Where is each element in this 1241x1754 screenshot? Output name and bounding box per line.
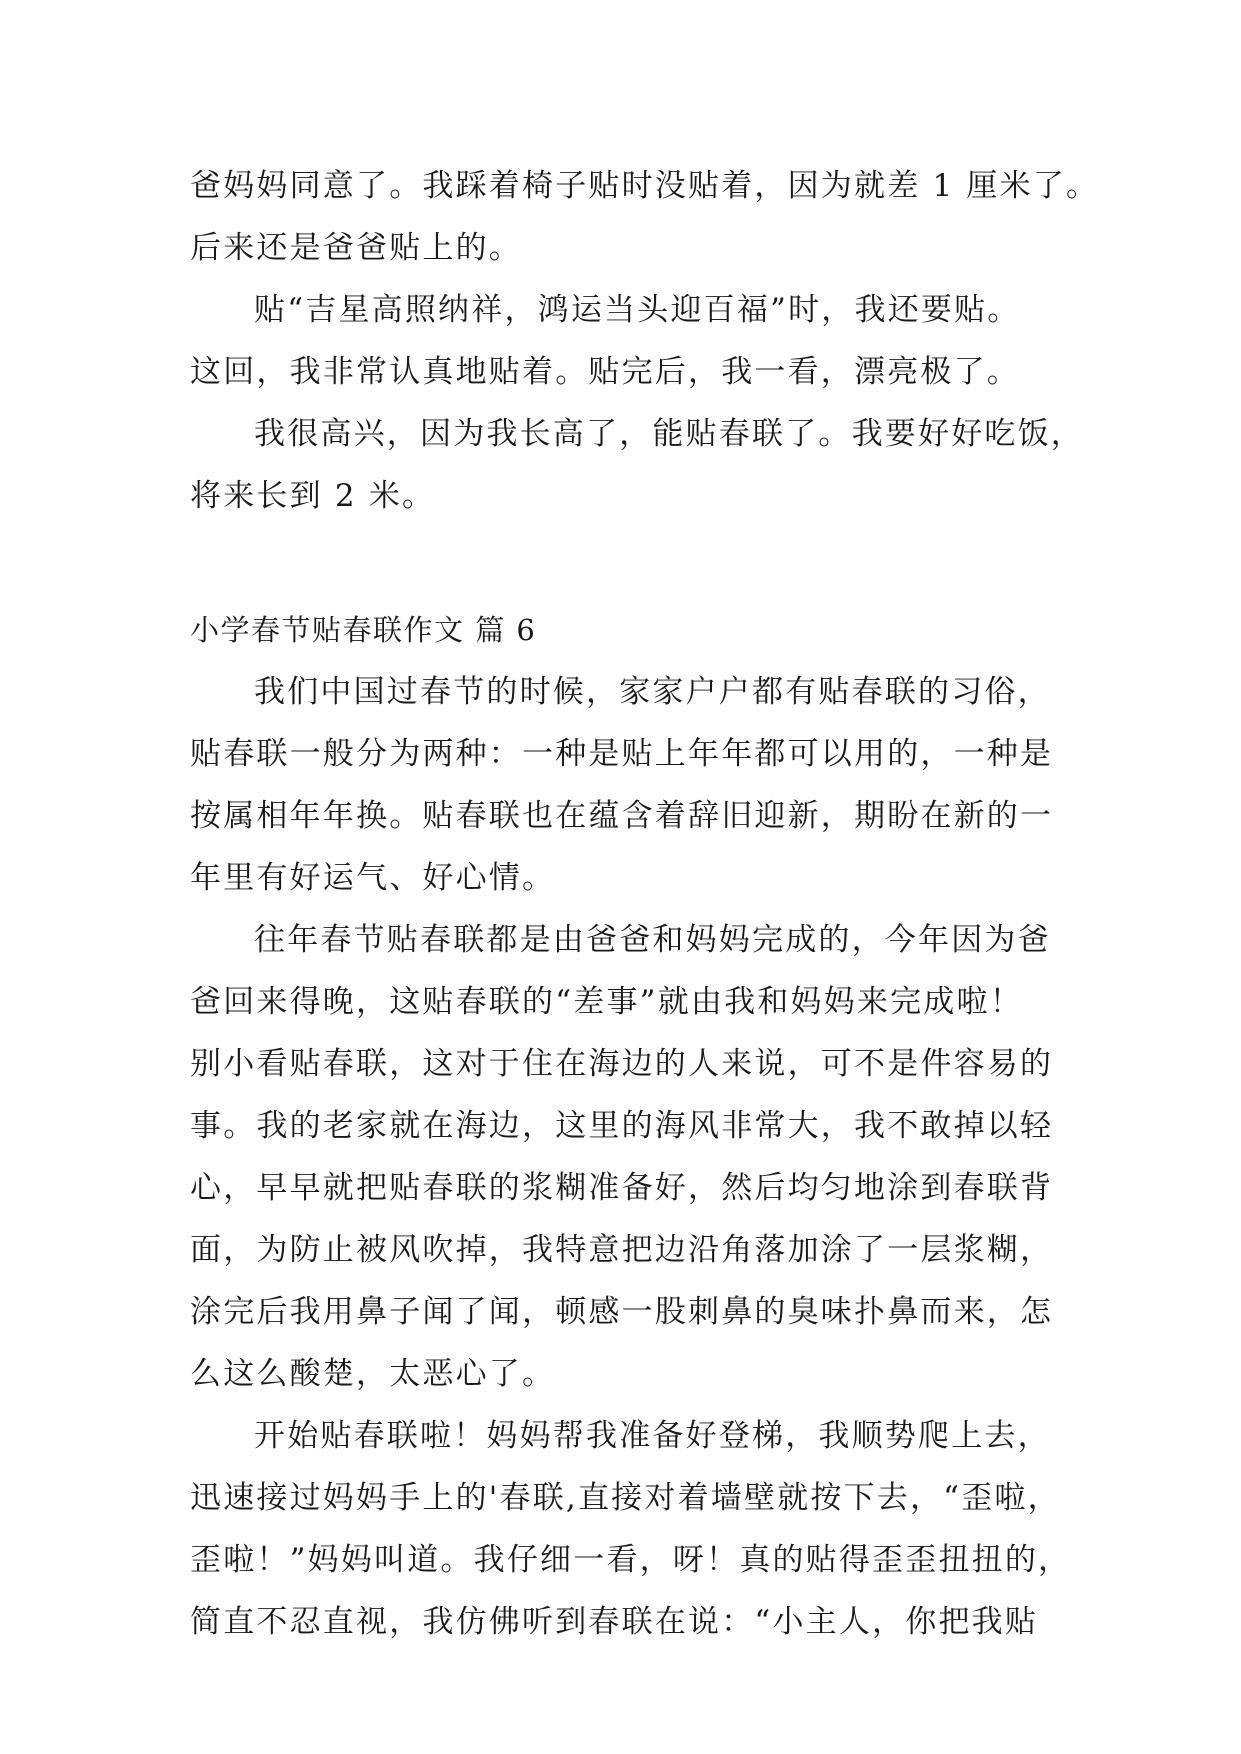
text-line: 贴“吉星高照纳祥，鸿运当头迎百福”时，我还要贴。 <box>254 292 1021 328</box>
text-line: 这回，我非常认真地贴着。贴完后，我一看，漂亮极了。 <box>190 354 1020 390</box>
text-line: 爸妈妈同意了。我踩着椅子贴时没贴着，因为就差 1 厘米了。 <box>190 168 1100 204</box>
text-line: 贴春联一般分为两种：一种是贴上年年都可以用的，一种是 <box>190 736 1054 772</box>
text-line: 别小看贴春联，这对于住在海边的人来说，可不是件容易的 <box>190 1046 1054 1082</box>
paragraph <box>190 279 1070 403</box>
section-title: 小学春节贴春联作文 篇 6 <box>190 613 537 647</box>
text-line: 后来还是爸爸贴上的。 <box>190 230 522 266</box>
text-line: 爸回来得晚，这贴春联的“差事”就由我和妈妈来完成啦！ <box>190 984 1023 1020</box>
text-line: 年里有好运气、好心情。 <box>190 860 556 896</box>
text-line: 歪啦！”妈妈叫道。我仔细一看，呀！真的贴得歪歪扭扭的， <box>190 1542 1072 1578</box>
text-line: 事。我的老家就在海边，这里的海风非常大，我不敢掉以轻 <box>190 1108 1054 1144</box>
text-line: 开始贴春联啦！妈妈帮我准备好登梯，我顺势爬上去， <box>254 1418 1051 1454</box>
text-line: 迅速接过妈妈手上的'春联,直接对着墙壁就按下去，“歪啦， <box>190 1480 1061 1516</box>
paragraph-continued <box>190 155 1100 279</box>
paragraph <box>190 403 1084 527</box>
blank-line <box>190 527 1070 589</box>
text-line: 面，为防止被风吹掉，我特意把边沿角落加涂了一层浆糊， <box>190 1232 1054 1268</box>
paragraph <box>190 661 1070 909</box>
text-line: 简直不忍直视，我仿佛听到春联在说：“小主人，你把我贴 <box>190 1604 1039 1640</box>
text-line: 我们中国过春节的时候，家家户户都有贴春联的习俗， <box>254 674 1051 710</box>
text-line: 按属相年年换。贴春联也在蕴含着辞旧迎新，期盼在新的一 <box>190 798 1054 834</box>
text-line: 心，早早就把贴春联的浆糊准备好，然后均匀地涂到春联背 <box>190 1170 1054 1206</box>
paragraph <box>190 1405 1070 1653</box>
text-line: 将来长到 2 米。 <box>190 478 436 514</box>
paragraph <box>190 909 1070 1405</box>
text-line: 我很高兴，因为我长高了，能贴春联了。我要好好吃饭， <box>254 416 1084 452</box>
document-body <box>190 155 1100 1653</box>
text-line: 往年春节贴春联都是由爸爸和妈妈完成的，今年因为爸 <box>254 922 1051 958</box>
text-line: 么这么酸楚，太恶心了。 <box>190 1356 556 1392</box>
text-line: 涂完后我用鼻子闻了闻，顿感一股刺鼻的臭味扑鼻而来，怎 <box>190 1294 1054 1330</box>
